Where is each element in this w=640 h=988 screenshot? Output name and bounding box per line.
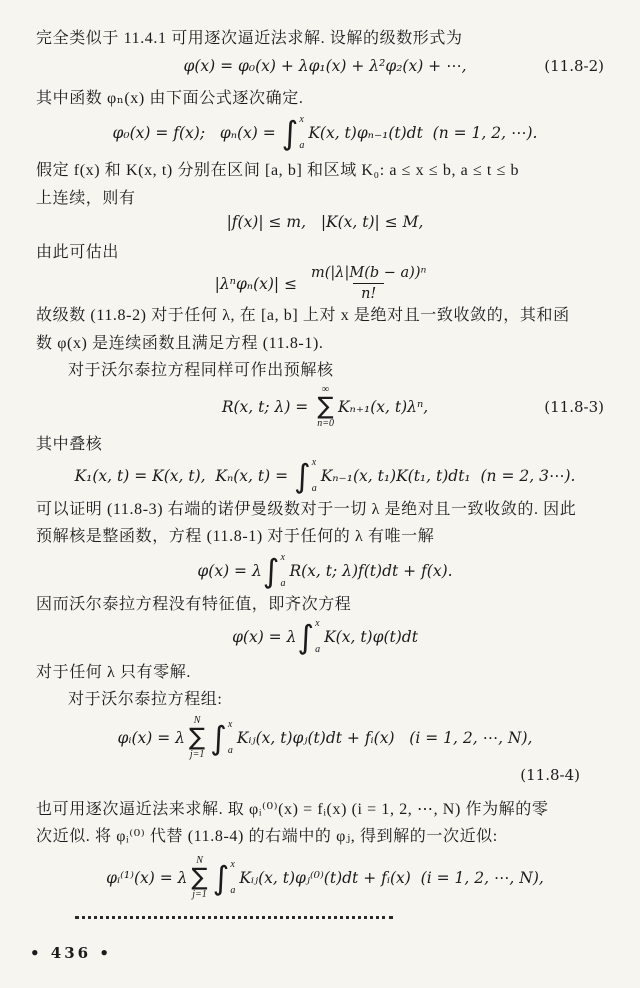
- equation-estimate-pre: |λⁿφₙ(x)| ≤: [214, 275, 302, 293]
- summation-upper-limit: ∞: [322, 384, 330, 396]
- integral-lower-bound: a: [227, 745, 233, 756]
- summation-lower-limit: j=1: [189, 748, 205, 760]
- integral-bounds: [315, 619, 320, 655]
- paragraph-line-estimate-intro: 由此可估出: [36, 244, 120, 261]
- equation-series-body: φ(x) = φ₀(x) + λφ₁(x) + λ²φ₂(x) + ⋯,: [183, 57, 467, 75]
- equation-bounds: [36, 208, 614, 236]
- integral-upper-bound: x: [227, 719, 233, 730]
- integral-lower-bound: a: [280, 578, 286, 589]
- equation-kernels-pre: K₁(x, t) = K(x, t), Kₙ(x, t) =: [74, 467, 294, 485]
- summation-lower-limit: n=0: [317, 417, 334, 429]
- integral-upper-bound: x: [230, 859, 235, 870]
- paragraph-line-neumann-2: 预解核是整函数，方程 (11.8-1) 对于任何的 λ 有唯一解: [36, 528, 435, 545]
- equation-system-post: Kᵢⱼ(x, t)φⱼ(t)dt + fᵢ(x) (i = 1, 2, ⋯, N),: [236, 729, 533, 747]
- fraction-numerator: m(|λ|M(b − a))ⁿ: [311, 265, 427, 282]
- paragraph-line-convergence-2: 数 φ(x) 是连续函数且满足方程 (11.8-1).: [36, 335, 324, 352]
- integral-upper-bound: x: [315, 618, 320, 629]
- equation-number-11-8-2: (11.8-2): [544, 57, 604, 75]
- integral-icon: ∫: [281, 114, 299, 152]
- equation-first-approx-pre: φᵢ⁽¹⁾(x) = λ: [106, 869, 188, 887]
- paragraph-line-neumann-1: 可以证明 (11.8-3) 右端的诺伊曼级数对于一切 λ 是绝对且一致收敛的. 因此: [36, 501, 577, 518]
- integral-lower-bound: a: [311, 483, 317, 494]
- integral-with-bounds: [297, 619, 323, 655]
- equation-successive: [36, 110, 614, 156]
- summation-with-limits: [191, 856, 207, 900]
- equation-bounds-body: |f(x)| ≤ m, |K(x, t)| ≤ M,: [226, 213, 424, 231]
- paragraph-line-resolvent-intro: 对于沃尔泰拉方程同样可作出预解核: [68, 362, 334, 379]
- paragraph-line-intro: 完全类似于 11.4.1 可用逐次逼近法求解. 设解的级数形式为: [36, 30, 463, 47]
- integral-lower-bound: a: [299, 140, 305, 151]
- summation-with-limits: [189, 716, 205, 760]
- summation-upper-limit: N: [196, 855, 203, 867]
- integral-upper-bound: x: [299, 114, 304, 125]
- integral-icon: ∫: [297, 618, 315, 656]
- page-number: • 436 •: [30, 944, 112, 962]
- equation-successive-pre: φ₀(x) = f(x); φₙ(x) =: [112, 124, 281, 142]
- summation-lower-limit: j=1: [192, 888, 207, 900]
- equation-system: [36, 712, 614, 764]
- equation-resolvent-post: Kₙ₊₁(x, t)λⁿ,: [337, 398, 429, 416]
- equation-number-11-8-4: (11.8-4): [520, 766, 580, 784]
- integral-icon: ∫: [262, 552, 280, 590]
- equation-homogeneous: [36, 614, 614, 660]
- integral-with-bounds: [210, 720, 236, 756]
- equation-series: [36, 50, 614, 82]
- paragraph-line-zeroth-approx-1: 也可用逐次逼近法来求解. 取 φᵢ⁽⁰⁾(x) = fᵢ(x) (i = 1, 2, ⋯, N) 作为解的零: [36, 801, 549, 818]
- paragraph-line-system-intro: 对于沃尔泰拉方程组:: [68, 691, 223, 708]
- summation-icon: ∑: [189, 723, 206, 752]
- equation-system-pre: φᵢ(x) = λ: [117, 729, 185, 747]
- integral-lower-bound: a: [230, 885, 236, 896]
- equation-kernels: [36, 452, 614, 500]
- integral-icon: ∫: [212, 859, 230, 897]
- integral-icon: ∫: [210, 719, 227, 757]
- equation-solution-post: R(x, t; λ)f(t)dt + f(x).: [289, 562, 453, 580]
- paragraph-line-no-eigenvalue: 因而沃尔泰拉方程没有特征值，即齐次方程: [36, 596, 352, 613]
- equation-homogeneous-post: K(x, t)φ(t)dt: [324, 628, 418, 646]
- paragraph-line-convergence-1: 故级数 (11.8-2) 对于任何 λ, 在 [a, b] 上对 x 是绝对且一致收敛的，其和函: [36, 307, 570, 324]
- equation-kernels-post: Kₙ₋₁(x, t₁)K(t₁, t)dt₁ (n = 2, 3⋯).: [320, 467, 576, 485]
- equation-first-approx-post: Kᵢⱼ(x, t)φⱼ⁽⁰⁾(t)dt + fᵢ(x) (i = 1, 2, ⋯, N),: [239, 869, 544, 887]
- integral-with-bounds: [263, 553, 289, 589]
- equation-resolvent: [36, 382, 614, 432]
- integral-with-bounds: [282, 115, 308, 151]
- paragraph-line-functions: 其中函数 φₙ(x) 由下面公式逐次确定.: [36, 90, 304, 107]
- paragraph-line-iterated-kernel: 其中叠核: [36, 436, 103, 453]
- equation-solution: [36, 548, 614, 594]
- integral-with-bounds: [294, 458, 320, 494]
- integral-bounds: [230, 860, 235, 896]
- integral-upper-bound: x: [280, 552, 285, 563]
- paragraph-line-assumption-1: 假定 f(x) 和 K(x, t) 分别在区间 [a, b] 和区域 K₀: a ≤ x ≤ b, a ≤ t ≤ b: [36, 162, 520, 179]
- summation-with-limits: [317, 385, 334, 429]
- integral-icon: ∫: [294, 457, 311, 495]
- integral-bounds: [280, 553, 285, 589]
- fraction: [305, 264, 432, 304]
- integral-with-bounds: [213, 860, 239, 896]
- summation-icon: ∑: [317, 392, 334, 421]
- integral-lower-bound: a: [315, 644, 321, 655]
- equation-solution-pre: φ(x) = λ: [197, 562, 262, 580]
- fraction-denominator: n!: [353, 283, 384, 304]
- summation-icon: ∑: [191, 863, 208, 892]
- equation-resolvent-pre: R(x, t; λ) =: [221, 398, 314, 416]
- integral-bounds: [228, 720, 233, 756]
- equation-number-11-8-3: (11.8-3): [544, 398, 604, 416]
- paragraph-line-zeroth-approx-2: 次近似. 将 φᵢ⁽⁰⁾ 代替 (11.8-4) 的右端中的 φⱼ, 得到解的一次近似:: [36, 828, 498, 845]
- integral-bounds: [312, 458, 317, 494]
- summation-upper-limit: N: [193, 715, 201, 727]
- paragraph-line-zero-solution: 对于任何 λ 只有零解.: [36, 664, 191, 681]
- equation-successive-post: K(x, t)φₙ₋₁(t)dt (n = 1, 2, ⋯).: [308, 124, 538, 142]
- integral-bounds: [299, 115, 304, 151]
- continuation-dots-divider: [75, 916, 393, 919]
- equation-homogeneous-pre: φ(x) = λ: [232, 628, 297, 646]
- integral-upper-bound: x: [311, 457, 317, 468]
- paragraph-line-assumption-2: 上连续，则有: [36, 190, 136, 207]
- equation-first-approx: [36, 852, 614, 904]
